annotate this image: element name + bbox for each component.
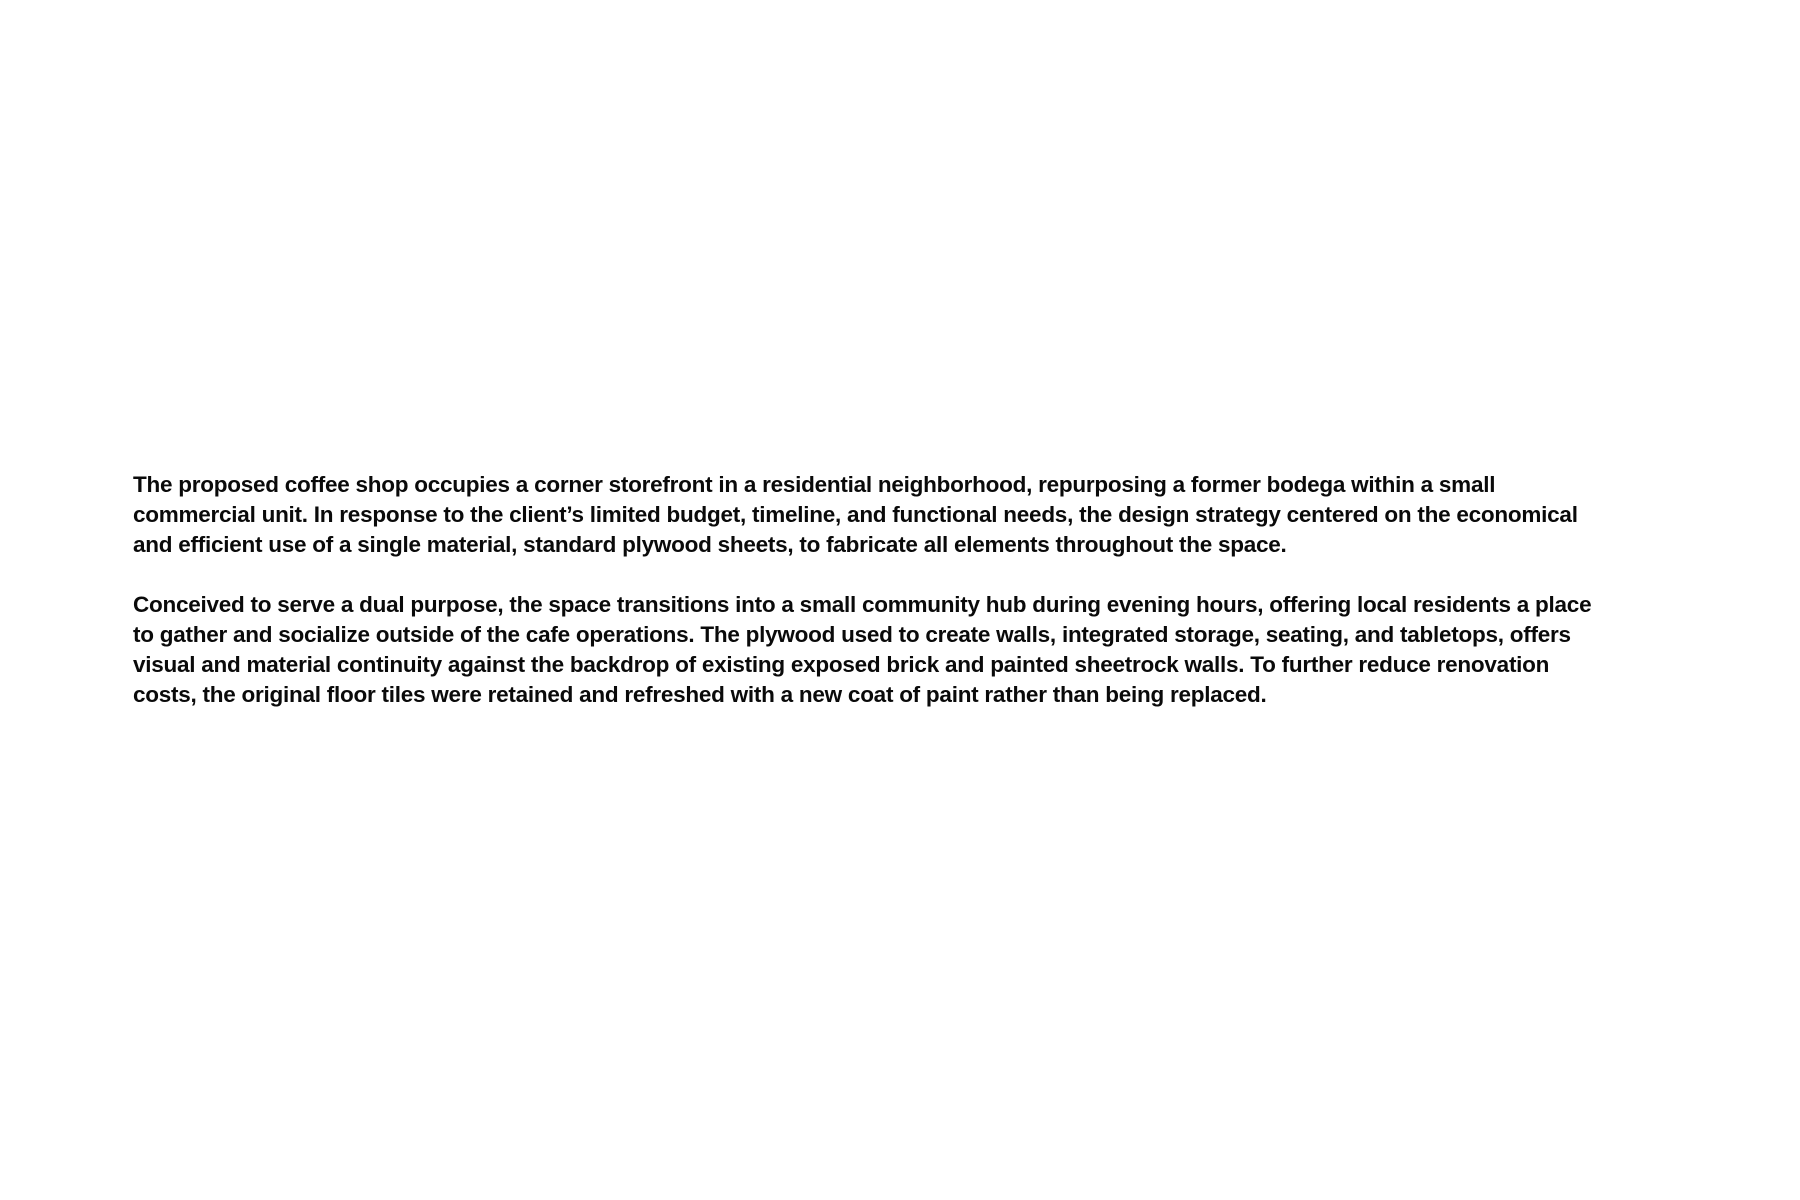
- text-line: commercial unit. In response to the client’s limited budget, timeline, and functional needs, the design strategy centered on the economical: [133, 502, 1578, 527]
- paragraph-1: [133, 470, 1693, 560]
- paragraph-spacer: [133, 560, 1693, 590]
- text-line: visual and material continuity against the backdrop of existing exposed brick and painted sheetrock walls. To further reduce renovation: [133, 652, 1550, 677]
- text-line: costs, the original floor tiles were retained and refreshed with a new coat of paint rather than being replaced.: [133, 682, 1267, 707]
- paragraph-2: [133, 590, 1693, 710]
- text-line: to gather and socialize outside of the cafe operations. The plywood used to create walls, integrated storage, seating, and tabletops, offers: [133, 622, 1571, 647]
- text-line: The proposed coffee shop occupies a corner storefront in a residential neighborhood, repurposing a former bodega within a small: [133, 472, 1496, 497]
- body-text: [133, 470, 1693, 710]
- text-line: Conceived to serve a dual purpose, the space transitions into a small community hub during evening hours, offering local residents a place: [133, 592, 1592, 617]
- text-line: and efficient use of a single material, standard plywood sheets, to fabricate all elements throughout the space.: [133, 532, 1287, 557]
